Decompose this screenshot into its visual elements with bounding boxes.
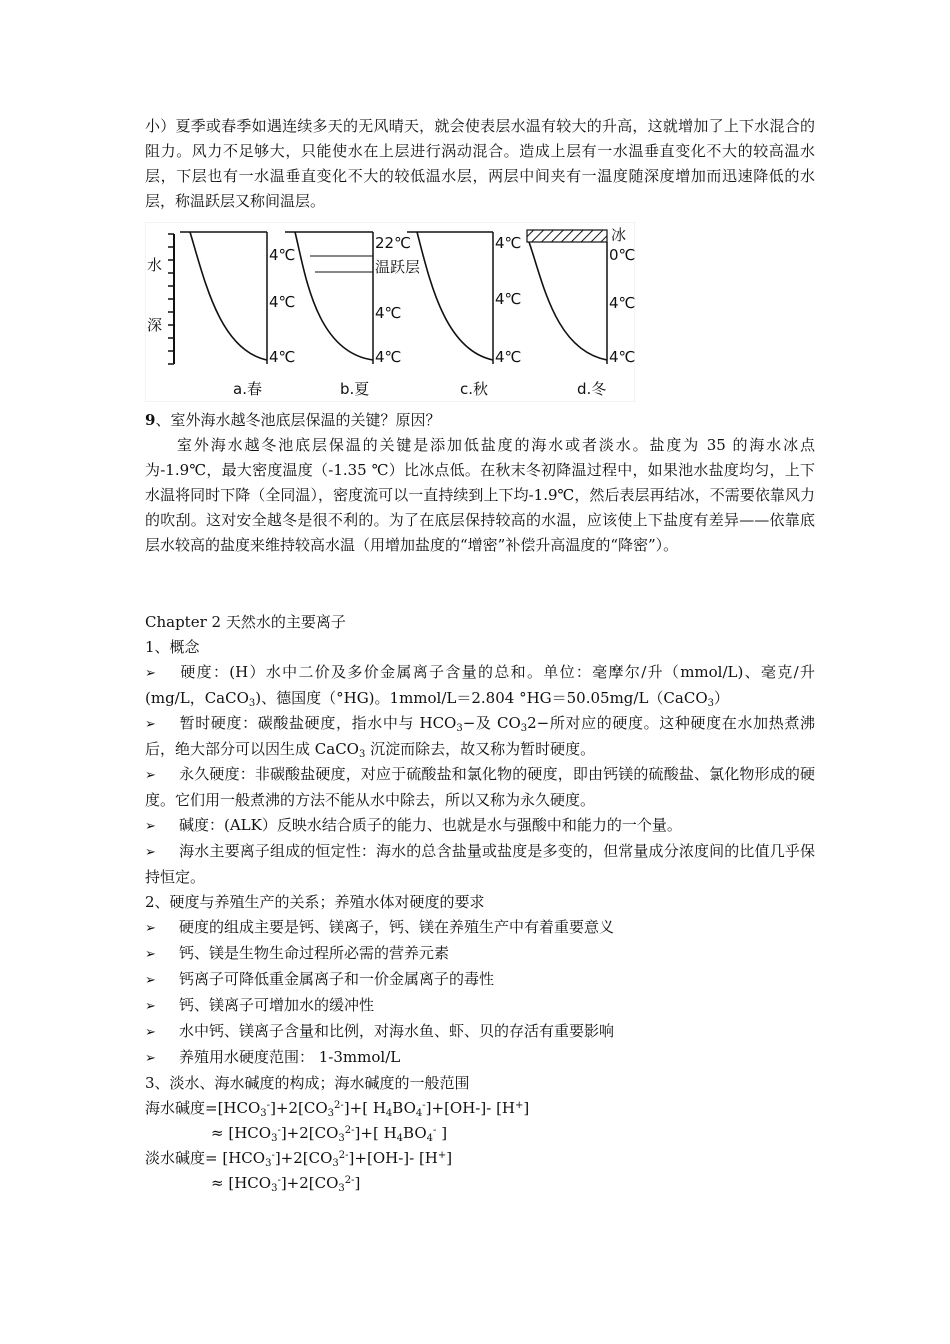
thermocline-figure: [145, 222, 635, 402]
autumn-label-mid: 4℃: [495, 290, 522, 308]
spring-label-mid: 4℃: [269, 293, 296, 311]
bullet-arrow-icon: ➢: [145, 973, 156, 988]
section-2-item: ➢ 硬度的组成主要是钙、镁离子，钙、镁在养殖生产中有着重要意义: [145, 915, 815, 941]
freshwater-alkalinity-approx: ≈ $[HCO_3^-]+2[CO_3^{2-}]$: [211, 1174, 361, 1194]
section-3-title: 3、淡水、海水碱度的构成；海水碱度的一般范围: [145, 1074, 470, 1092]
spacer: [145, 558, 815, 610]
spring-label-top: 4℃: [269, 246, 296, 264]
thermocline-diagram: [145, 222, 635, 402]
question-text: 、室外海水越冬池底层保温的关键？原因？: [155, 411, 441, 429]
bullet-arrow-icon: ➢: [145, 1051, 156, 1066]
spring-label-bottom: 4℃: [269, 348, 296, 366]
caption-winter: d.冬: [577, 380, 607, 398]
caption-autumn: c.秋: [460, 380, 489, 398]
bullet-arrow-icon: ➢: [145, 717, 156, 732]
ice-layer: [527, 230, 607, 242]
bullet-arrow-icon: ➢: [145, 1025, 156, 1040]
chapter-title: Chapter 2 天然水的主要离子: [145, 613, 346, 631]
summer-label-thermocline: 温跃层: [375, 258, 421, 276]
bullet-arrow-icon: ➢: [145, 947, 156, 962]
answer-9: 室外海水越冬池底层保温的关键是添加低盐度的海水或者淡水。盐度为 35 的海水冰点为-1.9℃，最大密度温度（-1.35 ℃）比冰点低。在秋末冬初降温过程中，如果池水盐度均匀，上下水温将同时下降（全同温），密度流可以一直持续到上下均-1.9℃，然后表层再结冰，不需要依靠风力的吹刮。这对安全越冬是很不利的。为了在底层保持较高的水温，应该使上下盐度有差异——依靠底层水较高的盐度来维持较高水温（用增加盐度的“增密”补偿升高温度的“降密”）。: [145, 436, 815, 554]
temporary-hardness-item: ➢ 暂时硬度：碳酸盐硬度，指水中与 $HCO_3-$及 $CO_32-$所对应的硬度。这种硬度在水加热煮沸后，绝大部分可以因生成 CaCO$_3$ 沉淀而除去，故又称为暂时硬度。: [145, 714, 815, 760]
document-page: [145, 114, 815, 1196]
winter-label-mid: 4℃: [609, 294, 635, 312]
caption-spring: a.春: [233, 380, 262, 398]
section-2-item: ➢ 水中钙、镁离子含量和比例，对海水鱼、虾、贝的存活有重要影响: [145, 1019, 815, 1045]
bullet-arrow-icon: ➢: [145, 921, 156, 936]
permanent-hardness-item: ➢ 永久硬度：非碳酸盐硬度，对应于硫酸盐和氯化物的硬度，即由钙镁的硫酸盐、氯化物形成的硬度。它们用一般煮沸的方法不能从水中除去，所以又称为永久硬度。: [145, 765, 815, 809]
section-1-title: 1、概念: [145, 638, 200, 656]
question-number: 9: [145, 411, 156, 429]
intro-paragraph: 小）夏季或春季如遇连续多天的无风晴天，就会使表层水温有较大的升高，这就增加了上下水混合的阻力。风力不足够大，只能使水在上层进行涡动混合。造成上层有一水温垂直变化不大的较高温水层，下层也有一水温垂直变化不大的较低温水层，两层中间夹有一温度随深度增加而迅速降低的水层，称温跃层又称间温层。: [145, 117, 815, 210]
bullet-arrow-icon: ➢: [145, 819, 156, 834]
winter-label-0c: 0℃: [609, 246, 635, 264]
winter-label-bottom: 4℃: [609, 348, 635, 366]
constancy-item: ➢ 海水主要离子组成的恒定性：海水的总含盐量或盐度是多变的，但常量成分浓度间的比值几乎保持恒定。: [145, 842, 815, 886]
axis-label-water: 水: [147, 256, 163, 274]
bullet-arrow-icon: ➢: [145, 666, 156, 681]
autumn-label-bottom: 4℃: [495, 348, 522, 366]
summer-label-22c: 22℃: [375, 234, 411, 252]
freshwater-alkalinity-formula: 淡水碱度= $[HCO_3^-]+2[CO_3^{2-}]+[OH-]-$ [H+]: [145, 1149, 453, 1169]
alkalinity-item: ➢ 碱度：(ALK）反映水结合质子的能力、也就是水与强酸中和能力的一个量。: [145, 813, 815, 839]
bullet-arrow-icon: ➢: [145, 999, 156, 1014]
section-2-item: ➢ 钙、镁是生物生命过程所必需的营养元素: [145, 941, 815, 967]
section-2-item: ➢ 养殖用水硬度范围： 1-3mmol/L: [145, 1045, 815, 1071]
question-9: [145, 408, 815, 433]
seawater-alkalinity-formula: 海水碱度$=[HCO_3^-]+2[CO_3^{2-}]+$[ $H_4BO_4^-]+[OH-]-$ [H+]: [145, 1099, 530, 1119]
section-2-item: ➢ 钙离子可降低重金属离子和一价金属离子的毒性: [145, 967, 815, 993]
summer-label-bottom: 4℃: [375, 348, 402, 366]
hardness-item: ➢ 硬度：(H）水中二价及多价金属离子含量的总和。单位：毫摩尔/升（mmol/L)、毫克/升(mg/L，CaCO$_3$)、德国度（°HG)。1mmol/L＝2.804 °HG＝50.05mg/L（CaCO$_3$）: [145, 663, 815, 709]
bullet-arrow-icon: ➢: [145, 768, 156, 783]
section-2-title: 2、硬度与养殖生产的关系；养殖水体对硬度的要求: [145, 893, 485, 911]
seawater-alkalinity-approx: ≈ $[HCO_3^-]+2[CO_3^{2-}]+$[ $H_4BO_4^-$ ]: [211, 1124, 448, 1144]
section-2-item: ➢ 钙、镁离子可增加水的缓冲性: [145, 993, 815, 1019]
summer-label-mid: 4℃: [375, 304, 402, 322]
bullet-arrow-icon: ➢: [145, 845, 156, 860]
winter-label-ice: 冰: [611, 226, 627, 244]
caption-summer: b.夏: [340, 380, 370, 398]
axis-label-depth: 深: [147, 316, 163, 334]
autumn-label-top: 4℃: [495, 234, 522, 252]
